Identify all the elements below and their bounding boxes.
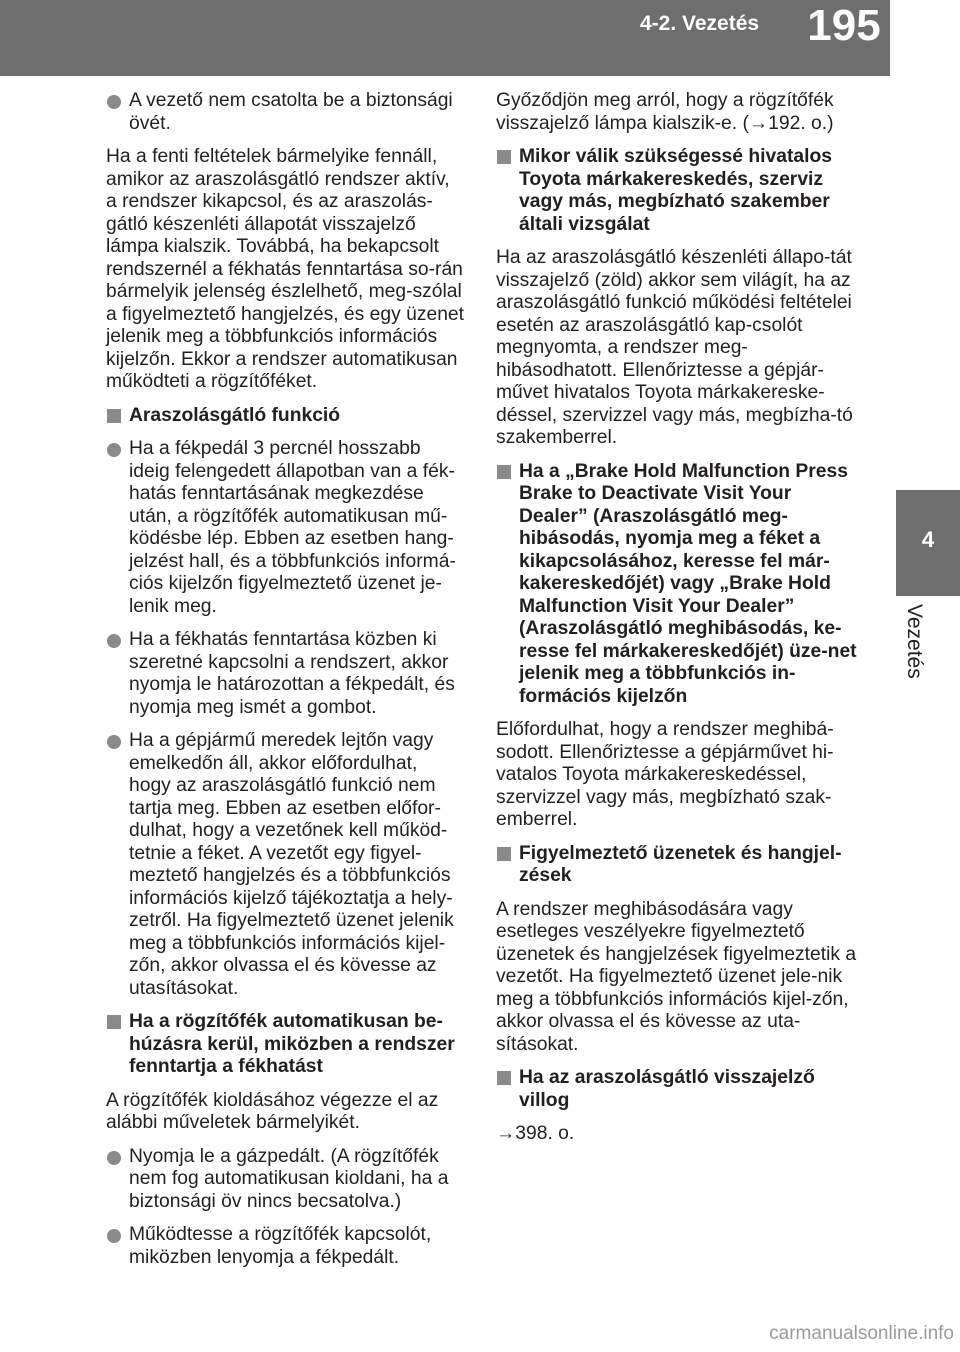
section-heading: Ha a „Brake Hold Malfunction Press Brake to Deactivate Visit Your Dealer” (Araszolásgátló meg-hibásodás, nyomja meg a féket a kikapcsolásához, keresse fel már-kakereskedőjét) vagy „Brake Hold Malfunction Visit Your Dealer” (Araszolásgátló meghibásodás, ke-resse fel márkakereskedőjét) üze-net jelenik meg a többfunkciós in-formációs kijelzőn xyxy=(496,461,858,709)
paragraph: Ha az araszolásgátló készenléti állapo-tát visszajelző (zöld) akkor sem világít, ha az araszolásgátló funkció működési feltételei esetén az araszolásgátló kap-csolót megnyomta, a rendszer meg-hibásodhatott. Ellenőriztesse a gépjár-művet hivatalos Toyota márkakereske-déssel, szervizzel vagy más, megbízha-tó szakemberrel. xyxy=(496,247,853,448)
section-heading: Araszolásgátló funkció xyxy=(106,405,464,428)
bullet-item: Nyomja le a gázpedált. (A rögzítőfék nem fog automatikusan kioldani, ha a biztonsági öv nincs becsatolva.) xyxy=(106,1146,464,1214)
section-heading: Mikor válik szükségessé hivatalos Toyota márkakereskedés, szerviz vagy más, megbízható szakember általi vizsgálat xyxy=(496,146,858,236)
bullet-item: A vezető nem csatolta be a biztonsági övét. xyxy=(106,90,464,135)
section-title: 4-2. Vezetés xyxy=(640,12,760,35)
chapter-tab-number: 4 xyxy=(921,527,935,552)
left-column xyxy=(106,90,464,1280)
paragraph: Előfordulhat, hogy a rendszer meghibá-sodott. Ellenőriztesse a gépjárművet hi-vatalos Toyota márkakereskedéssel, szervizzel vagy más, megbízható szak-emberrel. xyxy=(496,719,834,830)
paragraph: Győződjön meg arról, hogy a rögzítőfék visszajelző lámpa kialszik-e. (→192. o.) xyxy=(496,90,834,134)
bullet-item: Ha a gépjármű meredek lejtőn vagy emelkedőn áll, akkor előfordulhat, hogy az araszolásgátló funkció nem tartja meg. Ebben az esetben előfor-dulhat, hogy a vezetőnek kell működ-tetnie a féket. A vezetőt egy figyel-meztető hangjelzés és a többfunkciós információs kijelző tájékoztatja a hely-zetről. Ha figyelmeztető üzenet jelenik meg a többfunkciós információs kijel-zőn, akkor olvassa el és kövesse az utasításokat. xyxy=(106,730,464,1000)
bullet-item: Működtesse a rögzítőfék kapcsolót, miközben lenyomja a fékpedált. xyxy=(106,1224,464,1269)
paragraph: A rendszer meghibásodására vagy esetleges veszélyekre figyelmeztető üzenetek és hangjelzések figyelmeztetik a vezetőt. Ha figyelmeztető üzenet jele-nik meg a többfunkciós információs kijel-zőn, akkor olvassa el és kövesse az uta-sításokat. xyxy=(496,898,857,1055)
chapter-tab-label: Vezetés xyxy=(903,604,926,679)
watermark: carmanualsonline.info xyxy=(769,1323,954,1344)
paragraph: A rögzítőfék kioldásához végezze el az alábbi műveletek bármelyikét. xyxy=(106,1089,439,1133)
section-heading: Ha a rögzítőfék automatikusan be-húzásra kerül, miközben a rendszer fenntartja a fékhatást xyxy=(106,1011,464,1079)
page-reference: →398. o. xyxy=(496,1123,575,1144)
bullet-item: Ha a fékhatás fenntartása közben ki szeretné kapcsolni a rendszert, akkor nyomja le határozottan a fékpedált, és nyomja meg ismét a gombot. xyxy=(106,629,464,719)
section-heading: Figyelmeztető üzenetek és hangjel-zések xyxy=(496,843,858,888)
page-number: 195 xyxy=(807,1,881,50)
paragraph: Ha a fenti feltételek bármelyike fennáll, amikor az araszolásgátló rendszer aktív, a rendszer kikapcsol, és az araszolás-gátló készenléti állapotát visszajelző lámpa kialszik. Továbbá, ha bekapcsolt rendszernél a fékhatás fenntartása so-rán bármelyik jelenség észlelhető, meg-szólal a figyelmeztető hangjelzés, és egy üzenet jelenik meg a többfunkciós információs kijelzőn. Ekkor a rendszer automatikusan működteti a rögzítőféket. xyxy=(106,146,464,392)
section-heading: Ha az araszolásgátló visszajelző villog xyxy=(496,1067,858,1112)
right-column xyxy=(496,90,858,1157)
bullet-item: Ha a fékpedál 3 percnél hosszabb ideig felengedett állapotban van a fék-hatás fenntartásának megkezdése után, a rögzítőfék automatikusan mű-ködésbe lép. Ebben az esetben hang-jelzést hall, és a többfunkciós informá-ciós kijelzőn figyelmeztető üzenet je-lenik meg. xyxy=(106,438,464,618)
